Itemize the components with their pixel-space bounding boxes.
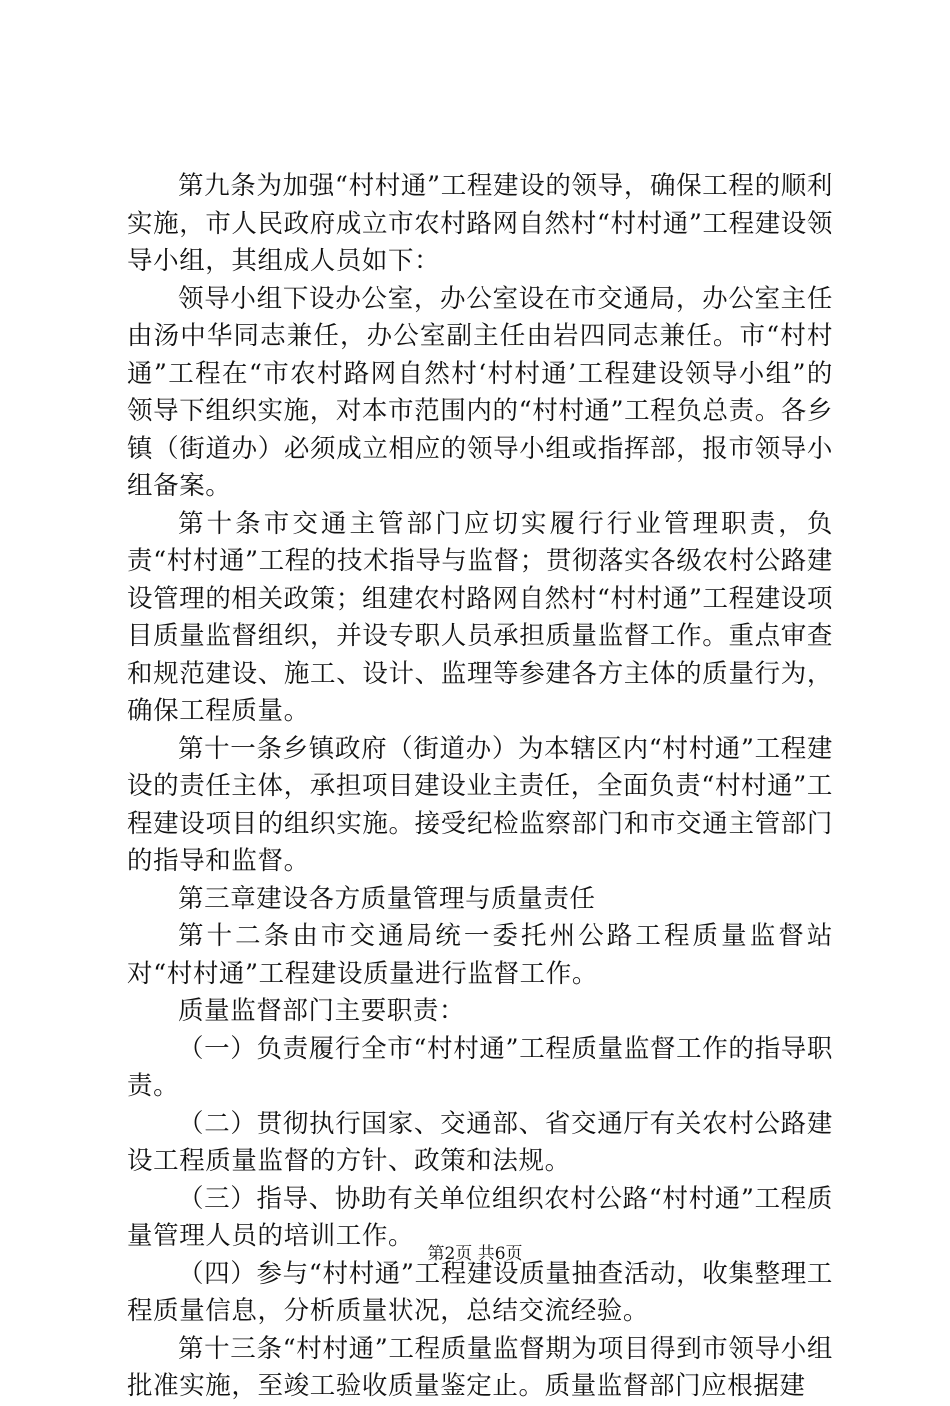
paragraph-duties-intro: 质量监督部门主要职责： — [178, 996, 466, 1026]
list-item-duty-1: （一）负责履行全市“村村通”工程质量监督工作的指导职责。 — [127, 1033, 833, 1101]
list-item-duty-4: （四）参与“村村通”工程建设质量抽查活动，收集整理工程质量信息，分析质量状况，总结交流经验。 — [127, 1258, 833, 1326]
paragraph-article-12: 第十二条由市交通局统一委托州公路工程质量监督站对“村村通”工程建设质量进行监督工作。 — [127, 921, 833, 989]
list-item-duty-3: （三）指导、协助有关单位组织农村公路“村村通”工程质量管理人员的培训工作。 — [127, 1183, 833, 1251]
chapter-heading-3: 第三章建设各方质量管理与质量责任 — [178, 883, 596, 914]
paragraph-article-10: 第十条市交通主管部门应切实履行行业管理职责，负责“村村通”工程的技术指导与监督；贯彻落实各级农村公路建设管理的相关政策；组建农村路网自然村“村村通”工程建设项目质量监督组织，并设专职人员承担质量监督工作。重点审查和规范建设、施工、设计、监理等参建各方主体的质量行为，确保工程质量。 — [127, 508, 833, 726]
document-body — [127, 168, 833, 1406]
paragraph-article-13: 第十三条“村村通”工程质量监督期为项目得到市领导小组批准实施，至竣工验收质量鉴定止。质量监督部门应根据建 — [127, 1333, 833, 1401]
paragraph-office-setup: 领导小组下设办公室，办公室设在市交通局，办公室主任由汤中华同志兼任，办公室副主任由岩四同志兼任。市“村村通”工程在“市农村路网自然村‘村村通’工程建设领导小组”的领导下组织实施，对本市范围内的“村村通”工程负总责。各乡镇（街道办）必须成立相应的领导小组或指挥部，报市领导小组备案。 — [127, 283, 833, 501]
paragraph-article-11: 第十一条乡镇政府（街道办）为本辖区内“村村通”工程建设的责任主体，承担项目建设业主责任，全面负责“村村通”工程建设项目的组织实施。接受纪检监察部门和市交通主管部门的指导和监督。 — [127, 733, 833, 876]
page-number-footer: 第2页 共6页 — [427, 1244, 523, 1264]
list-item-duty-2: （二）贯彻执行国家、交通部、省交通厅有关农村公路建设工程质量监督的方针、政策和法规。 — [127, 1108, 833, 1176]
paragraph-article-9: 第九条为加强“村村通”工程建设的领导，确保工程的顺利实施，市人民政府成立市农村路网自然村“村村通”工程建设领导小组，其组成人员如下： — [127, 171, 833, 276]
